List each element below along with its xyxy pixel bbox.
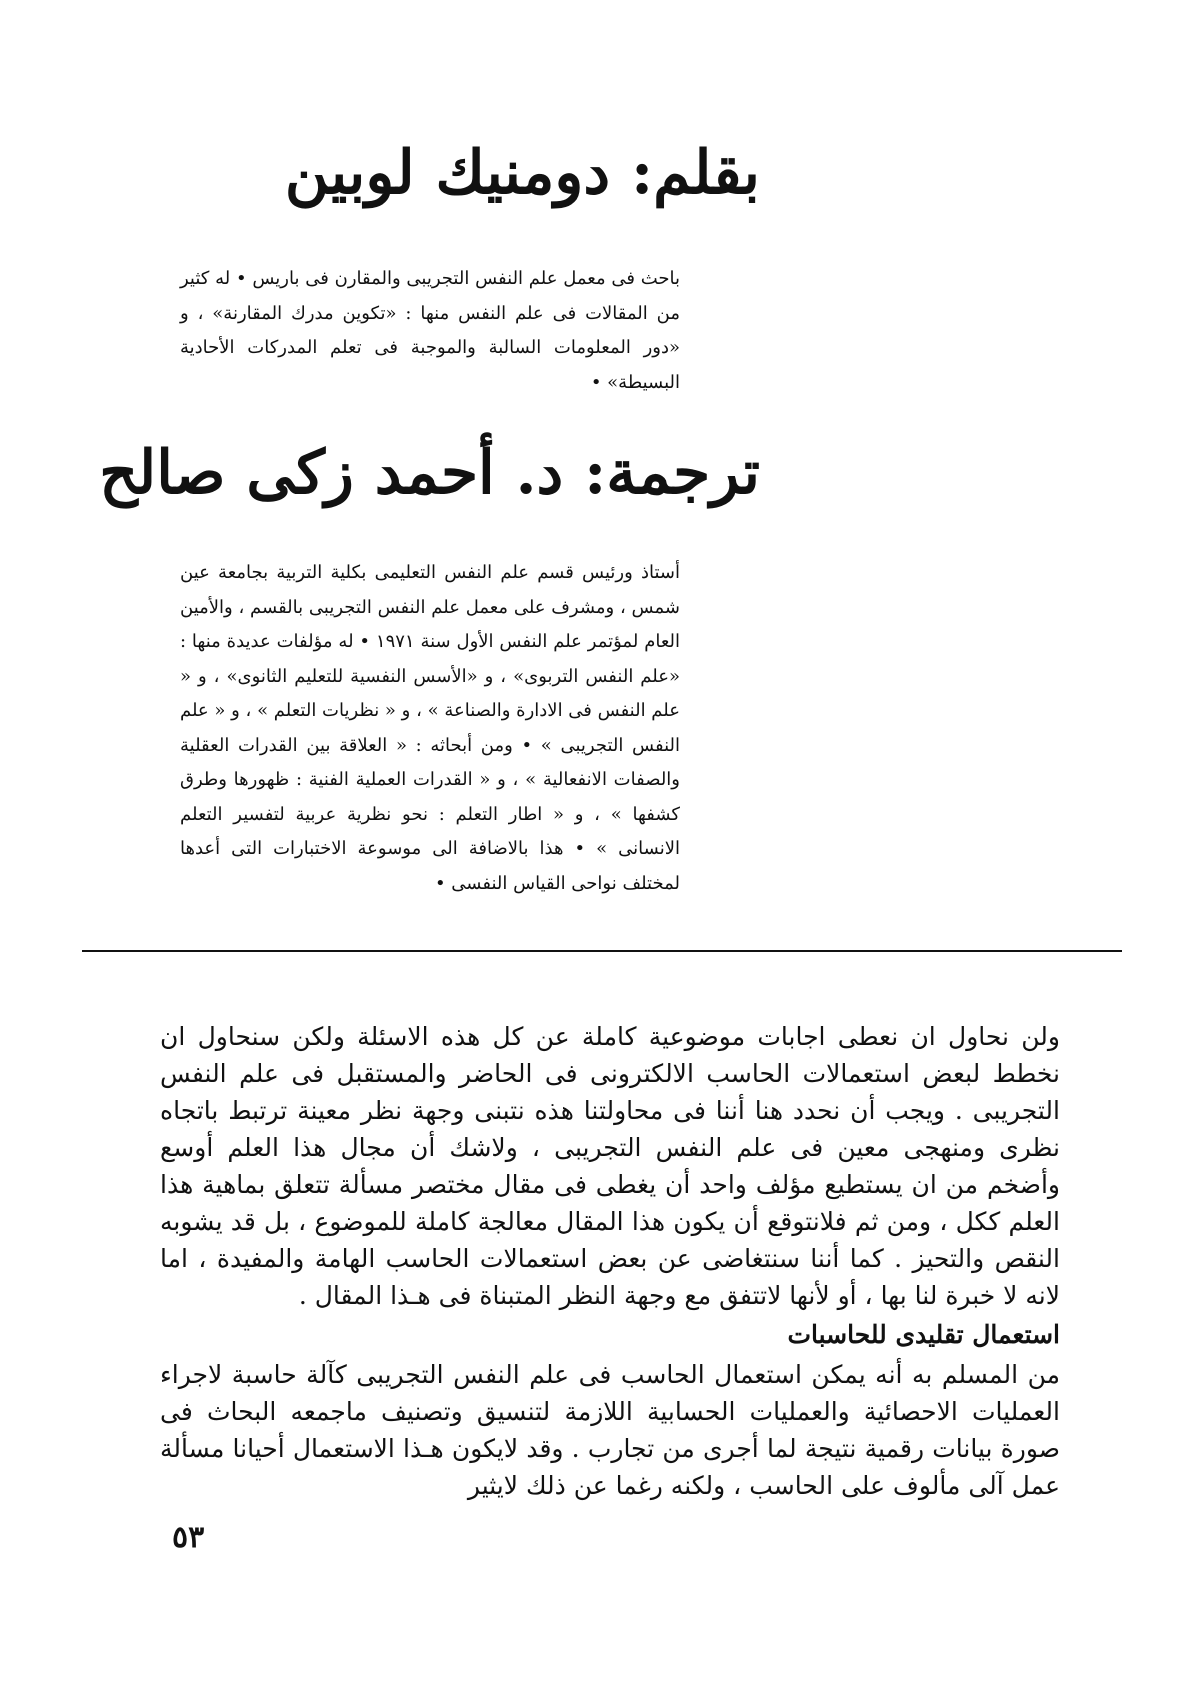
article-paragraph-2: من المسلم به أنه يمكن استعمال الحاسب فى علم النفس التجريبى كآلة حاسبة لاجراء العمليات الاحصائية والعمليات الحسابية اللازمة لتنسيق وتصنيف ماجمعه البحاث فى صورة بيانات رقمية نتيجة لما أجرى من تجارب . وقد لايكون هـذا الاستعمال أحيانا مسألة عمل آلى مألوف على الحاسب ، ولكنه رغما عن ذلك لايثير xyxy=(160,1360,1060,1500)
page-number: ٥٣ xyxy=(172,1520,205,1555)
horizontal-divider xyxy=(82,950,1122,952)
author-byline: بقلم: دومنيك لوبين xyxy=(284,138,760,208)
article-paragraph-1: ولن نحاول ان نعطى اجابات موضوعية كاملة عن كل هذه الاسئلة ولكن سنحاول ان نخطط لبعض استعمالات الحاسب الالكترونى فى الحاضر والمستقبل فى علم النفس التجريبى . ويجب أن نحدد هنا أننا فى محاولتنا هذه نتبنى وجهة نظر معينة ترتبط باتجاه نظرى ومنهجى معين فى علم النفس التجريبى ، ولاشك أن مجال هذا العلم أوسع وأضخم من ان يستطيع مؤلف واحد أن يغطى فى مقال مختصر مسألة تتعلق بماهية هذا العلم ككل ، ومن ثم فلانتوقع أن يكون هذا المقال معالجة كاملة للموضوع ، بل قد يشوبه النقص والتحيز . كما أننا سنتغاضى عن بعض استعمالات الحاسب الهامة والمفيدة ، اما لانه لا خبرة لنا بها ، أو لأنها لاتتفق مع وجهة النظر المتبناة فى هـذا المقال . xyxy=(160,1022,1060,1310)
author-bio: باحث فى معمل علم النفس التجريبى والمقارن فى باريس • له كثير من المقالات فى علم النفس منها : «تكوين مدرك المقارنة» ، و «دور المعلومات السالبة والموجبة فى تعلم المدركات الأحادية البسيطة» • xyxy=(180,268,680,393)
section-heading: استعمال تقليدى للحاسبات xyxy=(787,1320,1060,1349)
translator-bio: أستاذ ورئيس قسم علم النفس التعليمى بكلية التربية بجامعة عين شمس ، ومشرف على معمل علم النفس التجريبى بالقسم ، والأمين العام لمؤتمر علم النفس الأول سنة ١٩٧١ • له مؤلفات عديدة منها : «علم النفس التربوى» ، و «الأسس النفسية للتعليم الثانوى» ، و « علم النفس فى الادارة والصناعة » ، و « نظريات التعلم » ، و « علم النفس التجريبى » • ومن أبحاثه : « العلاقة بين القدرات العقلية والصفات الانفعالية » ، و « القدرات العملية الفنية : ظهورها وطرق كشفها » ، و « اطار التعلم : نحو نظرية عربية لتفسير التعلم الانسانى » • هذا بالاضافة الى موسوعة الاختبارات التى أعدها لمختلف نواحى القياس النفسى • xyxy=(179,562,680,894)
translator-byline: ترجمة: د. أحمد زكى صالح xyxy=(99,438,760,508)
